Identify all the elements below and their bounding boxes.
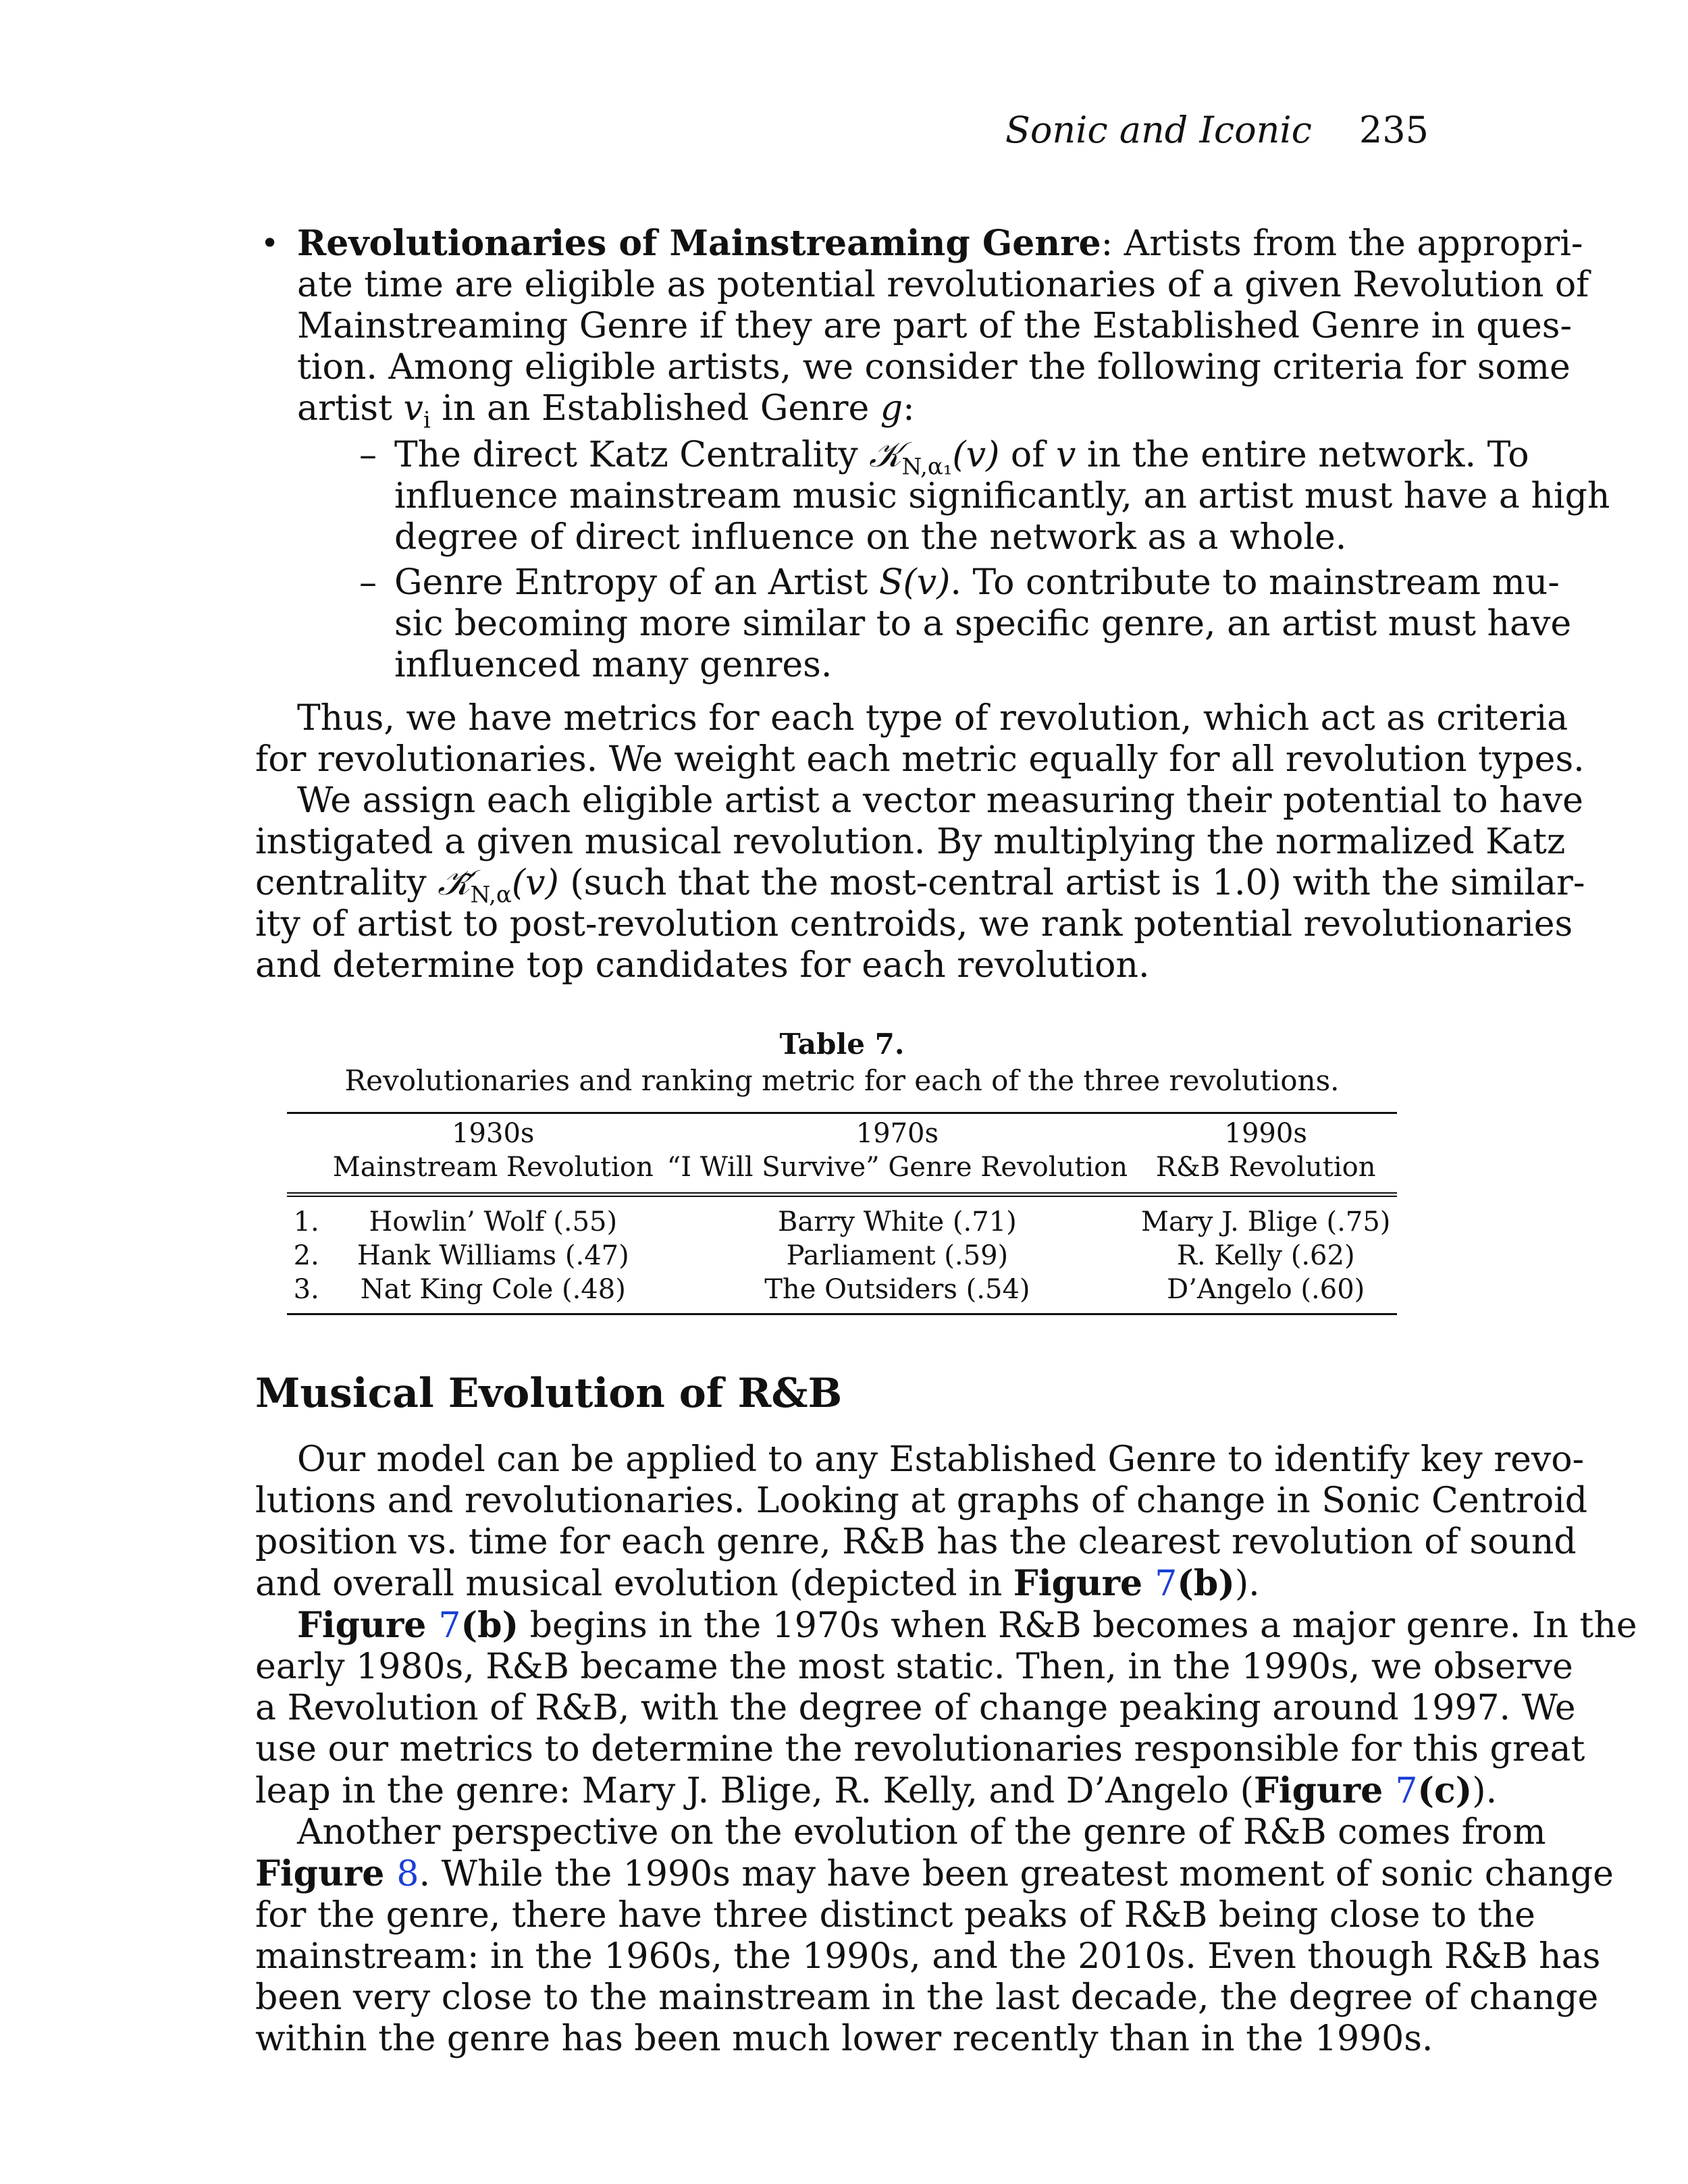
p2-line-2: early 1980s, R&B became the most static. Then, in the 1990s, we observe <box>255 1647 1573 1687</box>
bullet-line-5: artist $v_i$ in an Established Genre g: <box>297 388 915 434</box>
sub2-line-1: Genre Entropy of an Artist S(v). To contribute to mainstream mu- <box>394 562 1560 603</box>
header-revolution: Mainstream Revolution <box>326 1150 660 1195</box>
table-row <box>287 1195 1398 1240</box>
sub1-line-2: influence mainstream music significantly, an artist must have a high <box>394 476 1610 516</box>
bullet-line-3: Mainstreaming Genre if they are part of the Established Genre in ques- <box>297 306 1573 346</box>
para1-line-7: and determine top candidates for each revolution. <box>255 945 1150 986</box>
sub1-line-3: degree of direct influence on the network as a whole. <box>394 517 1347 558</box>
header-decade: 1990s <box>1134 1113 1397 1151</box>
table-cell: Howlin’ Wolf (.55) <box>369 1206 618 1237</box>
p1-line-3: position vs. time for each genre, R&B has the clearest revolution of sound <box>255 1522 1577 1562</box>
bullet-line-4: tion. Among eligible artists, we consider the following criteria for some <box>297 347 1571 388</box>
figure-7-link[interactable]: 7 <box>1155 1564 1178 1604</box>
bullet-dot: • <box>261 225 280 261</box>
revolutionaries-table <box>287 1112 1398 1315</box>
table-row <box>287 1239 1398 1273</box>
p1-line-1: Our model can be applied to any Established Genre to identify key revo- <box>297 1439 1585 1480</box>
rank-cell: 2. <box>293 1240 319 1271</box>
sub-list <box>359 435 1610 686</box>
bullet-item <box>255 223 1610 686</box>
p3-line-5: been very close to the mainstream in the last decade, the degree of change <box>255 1977 1599 2018</box>
table-cell: Nat King Cole (.48) <box>326 1273 660 1314</box>
p2-line-1: Figure 7(b) begins in the 1970s when R&B becomes a major genre. In the <box>297 1605 1637 1646</box>
table-header-row <box>287 1150 1398 1195</box>
paragraph-metrics <box>255 698 1585 986</box>
page-number: 235 <box>1359 109 1429 151</box>
bullet-line-2: ate time are eligible as potential revolutionaries of a given Revolution of <box>297 265 1589 305</box>
body-text <box>255 223 1637 2060</box>
paragraph-model <box>255 1439 1588 1605</box>
figure-7-link[interactable]: 7 <box>1395 1771 1418 1811</box>
p1-line-2: lutions and revolutionaries. Looking at graphs of change in Sonic Centroid <box>255 1481 1588 1521</box>
rank-cell: 3. <box>287 1273 326 1314</box>
p2-line-4: use our metrics to determine the revolutionaries responsible for this great <box>255 1729 1585 1769</box>
para1-line-2: for revolutionaries. We weight each metric equally for all revolution types. <box>255 739 1585 780</box>
p3-line-4: mainstream: in the 1960s, the 1990s, and the 2010s. Even though R&B has <box>255 1936 1601 1977</box>
p2-line-3: a Revolution of R&B, with the degree of change peaking around 1997. We <box>255 1688 1576 1728</box>
running-head <box>1005 107 1429 154</box>
para1-line-4: instigated a given musical revolution. By multiplying the normalized Katz <box>255 822 1566 862</box>
section-heading: Musical Evolution of R&B <box>255 1370 843 1417</box>
header-decade: 1930s <box>326 1113 660 1151</box>
para1-line-6: ity of artist to post-revolution centroids, we rank potential revolutionaries <box>255 904 1573 944</box>
sub2-line-2: sic becoming more similar to a specific genre, an artist must have <box>394 604 1572 644</box>
p1-line-4: and overall musical evolution (depicted in Figure 7(b)). <box>255 1563 1260 1604</box>
table-cell: R. Kelly (.62) <box>1176 1240 1355 1271</box>
header-revolution: R&B Revolution <box>1134 1150 1397 1195</box>
table-caption <box>255 1027 1429 1100</box>
paragraph-figure-8 <box>255 1812 1614 2060</box>
sub-item-entropy <box>359 562 1572 686</box>
table-label: Table 7. <box>779 1028 905 1061</box>
sub-item-katz <box>359 435 1610 558</box>
table-cell: Mary J. Blige (.75) <box>1140 1206 1391 1237</box>
header-revolution: “I Will Survive” Genre Revolution <box>660 1150 1134 1195</box>
figure-8-link[interactable]: 8 <box>396 1854 419 1894</box>
sub2-line-3: influenced many genres. <box>394 645 833 685</box>
table-cell: Barry White (.71) <box>778 1206 1017 1237</box>
table-caption-text: Revolutionaries and ranking metric for each of the three revolutions. <box>344 1064 1340 1097</box>
para1-line-5: centrality $𝒦̃_{N,\alpha}(v)$ (such that the most-central artist is 1.0) with the similar- <box>255 863 1585 909</box>
table-row <box>287 1273 1398 1314</box>
sub-dash: – <box>359 562 377 603</box>
table-cell: D’Angelo (.60) <box>1134 1273 1397 1314</box>
p3-line-2: Figure 8. While the 1990s may have been greatest moment of sonic change <box>255 1853 1614 1894</box>
para1-line-1: Thus, we have metrics for each type of revolution, which act as criteria <box>297 698 1568 739</box>
sub-dash: – <box>359 435 377 475</box>
p3-line-1: Another perspective on the evolution of the genre of R&B comes from <box>297 1812 1546 1853</box>
table-header-row <box>287 1113 1398 1151</box>
running-head-title: Sonic and Iconic <box>1005 109 1312 151</box>
table-cell: The Outsiders (.54) <box>660 1273 1134 1314</box>
header-decade: 1970s <box>660 1113 1134 1151</box>
table-cell: Parliament (.59) <box>786 1240 1009 1271</box>
rank-cell: 1. <box>293 1206 319 1237</box>
sub1-line-1: The direct Katz Centrality 𝒦$_{N,\alpha_1}$(v) of v in the entire network. To <box>394 435 1529 481</box>
para1-line-3: We assign each eligible artist a vector measuring their potential to have <box>297 780 1583 821</box>
p3-line-6: within the genre has been much lower recently than in the 1990s. <box>255 2019 1433 2059</box>
table-cell: Hank Williams (.47) <box>357 1240 629 1271</box>
paragraph-figure-7b <box>255 1605 1637 1812</box>
figure-7-link[interactable]: 7 <box>438 1605 461 1646</box>
p3-line-3: for the genre, there have three distinct peaks of R&B being close to the <box>255 1895 1535 1936</box>
p2-line-5: leap in the genre: Mary J. Blige, R. Kelly, and D’Angelo (Figure 7(c)). <box>255 1770 1498 1811</box>
bullet-line-1: Revolutionaries of Mainstreaming Genre: Artists from the appropri- <box>297 223 1583 264</box>
bullet-term: Revolutionaries of Mainstreaming Genre <box>297 223 1101 264</box>
